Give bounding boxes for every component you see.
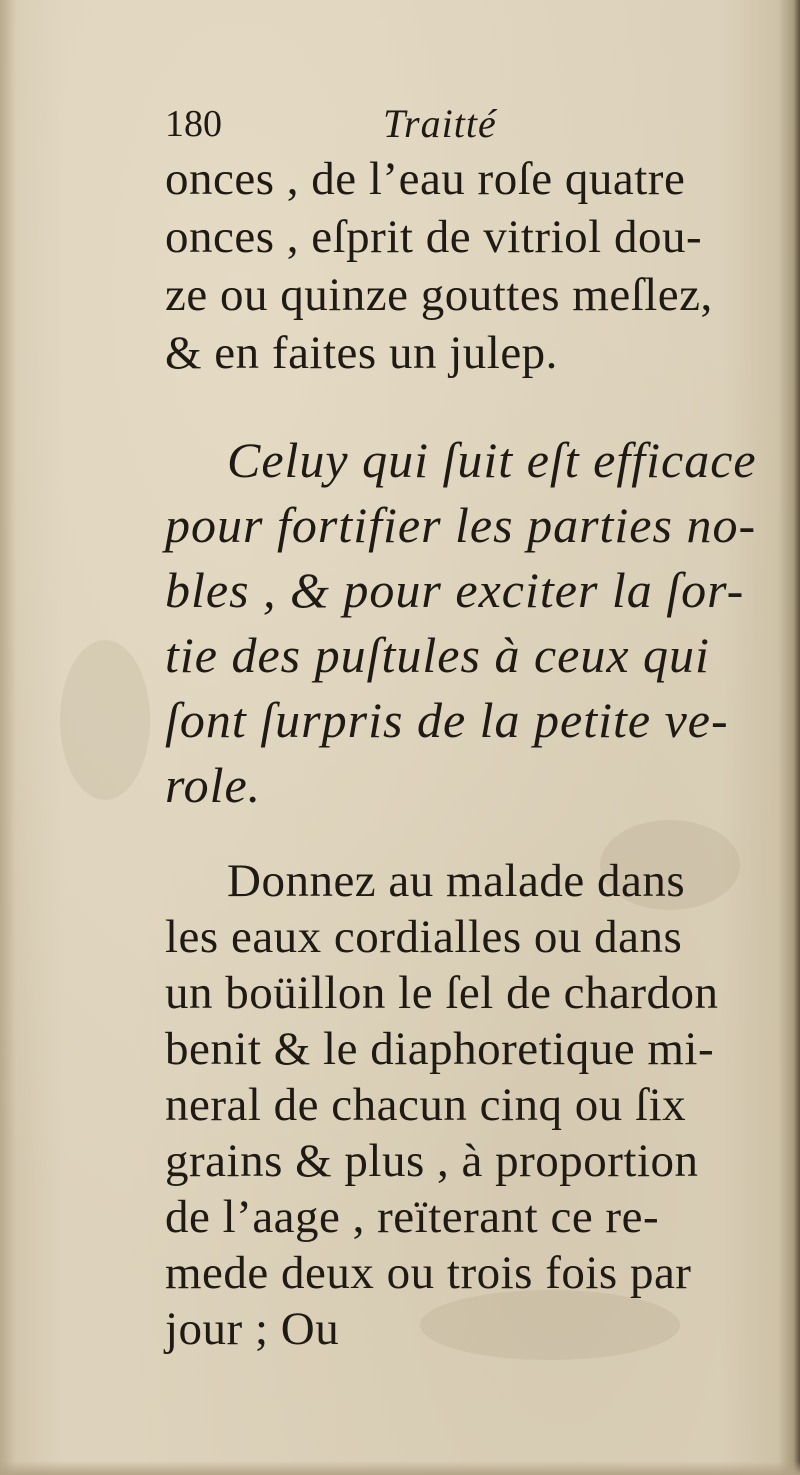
text-line: role. <box>165 757 262 813</box>
text-line: Donnez au malade dans <box>227 855 686 907</box>
page-edge-shadow <box>778 0 800 1475</box>
text-line: mede deux ou trois fois par <box>165 1247 692 1299</box>
text-line: un boüillon le ſel de chardon <box>165 967 719 1019</box>
paragraph-recipe-end <box>165 150 745 382</box>
text-line: Celuy qui ſuit eſt efficace <box>227 432 757 488</box>
paper-stain <box>60 640 150 800</box>
text-line: & en faites un julep. <box>165 327 558 379</box>
text-line: benit & le diaphoretique mi- <box>165 1023 715 1075</box>
page-number: 180 <box>165 103 222 145</box>
paragraph-instructions <box>165 852 745 1356</box>
text-line: onces , de l’eau roſe quatre <box>165 153 686 205</box>
text-line: bles , & pour exciter la ſor- <box>165 562 745 618</box>
text-line: ze ou quinze gouttes meſlez, <box>165 269 713 321</box>
page-bottom-shadow <box>0 1461 800 1475</box>
running-title: Traitté <box>383 101 497 146</box>
page-gutter-shadow <box>0 0 16 1475</box>
text-line: grains & plus , à proportion <box>165 1135 699 1187</box>
text-line: de l’aage , reïterant ce re- <box>165 1191 660 1243</box>
text-line: onces , eſprit de vitriol dou- <box>165 211 703 263</box>
paragraph-italic-heading <box>165 428 757 818</box>
text-line: ſont ſurpris de la petite ve- <box>165 692 729 748</box>
text-line: tie des puſtules à ceux qui <box>165 627 710 683</box>
text-line: neral de chacun cinq ou ſix <box>165 1079 687 1131</box>
text-line: les eaux cordialles ou dans <box>165 911 683 963</box>
text-line: jour ; Ou <box>165 1303 340 1355</box>
text-line: pour fortifier les parties no- <box>165 497 757 553</box>
